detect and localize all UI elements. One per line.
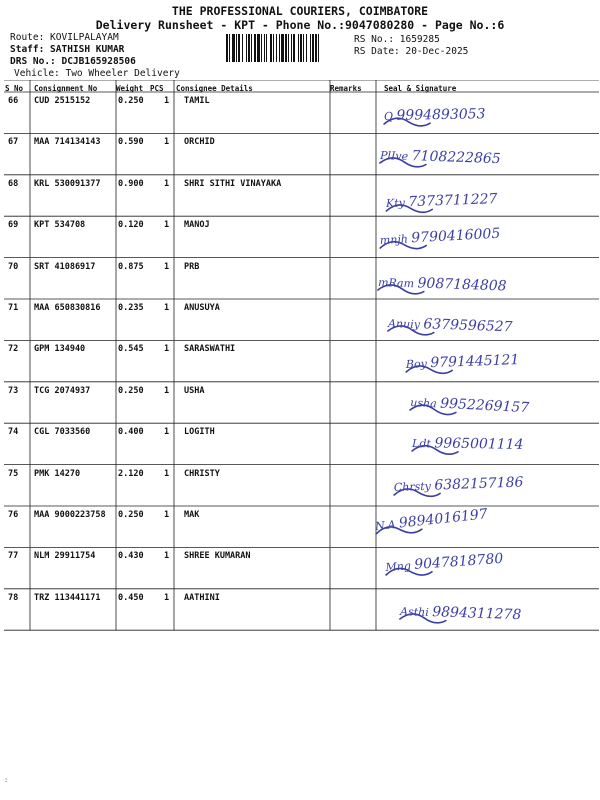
row-weight: 2.120 [118, 468, 144, 479]
row-consignment-no: KRL 530091377 [34, 178, 101, 189]
row-pcs: 1 [164, 468, 170, 479]
signature-number: 9952269157 [439, 395, 530, 417]
rs-number: RS No.: 1659285 [354, 34, 440, 45]
runsheet-subtitle: Delivery Runsheet - KPT - Phone No.:9047080280 - Page No.:6 [95, 18, 505, 32]
handwriting-ink [388, 309, 589, 346]
signature-number: 9994893053 [396, 106, 486, 124]
handwriting-ink [380, 143, 581, 180]
row-weight: 0.250 [118, 385, 144, 396]
row-pcs: 1 [164, 178, 170, 189]
row-pcs: 1 [164, 137, 170, 148]
signature-scribble: Kty [385, 196, 409, 210]
row-sno: 72 [8, 344, 19, 355]
handwriting-ink [412, 433, 600, 466]
signature-scribble: Mng [385, 559, 415, 575]
row-consignee: MAK [184, 510, 200, 520]
signature-scribble: Asthi [399, 604, 433, 619]
row-consignment-no: TCG 2074937 [34, 385, 91, 396]
row-consignment-no: CUD 2515152 [34, 96, 91, 106]
row-signature [377, 268, 578, 309]
row-weight: 0.235 [118, 303, 144, 313]
signature-number: 7108222865 [411, 148, 501, 168]
signature-phone-number [385, 191, 498, 211]
signature-phone-number [387, 315, 513, 335]
row-pcs: 1 [164, 510, 170, 520]
col-header-consignee: Consignee Details [176, 84, 253, 93]
signature-scribble: usha [410, 395, 441, 411]
row-pcs: 1 [164, 385, 170, 396]
signature-phone-number [384, 551, 504, 575]
row-weight: 0.250 [118, 96, 144, 106]
signature-number: 9790416005 [410, 225, 501, 247]
signature-scribble: Ldt [412, 437, 435, 451]
row-consignee: SARASWATHI [184, 344, 236, 355]
signature-scribble: Q [383, 109, 397, 123]
signature-scribble: PlIve [379, 149, 412, 164]
row-sno: 75 [8, 468, 19, 479]
row-consignee: MANOJ [184, 220, 210, 231]
signature-scribble: mnjh [379, 232, 412, 248]
signature-scribble: Boy [405, 357, 431, 372]
row-consignee: LOGITH [184, 427, 215, 438]
row-pcs: 1 [164, 96, 170, 106]
handwriting-ink [378, 268, 579, 305]
row-pcs: 1 [164, 344, 170, 355]
route-label: Route: KOVILPALAYAM [10, 32, 119, 43]
row-signature [405, 343, 600, 384]
signature-number: 6379596527 [423, 316, 513, 336]
row-weight: 0.250 [118, 510, 144, 520]
row-sno: 69 [8, 220, 19, 231]
row-pcs: 1 [164, 220, 170, 231]
vehicle-label: Vehicle: Two Wheeler Delivery [14, 68, 180, 79]
signature-scribble: Chrsty [393, 479, 435, 494]
signature-number: 6382157186 [434, 474, 524, 494]
signature-phone-number [379, 147, 501, 167]
row-sno: 67 [8, 137, 19, 148]
barcode-image [226, 34, 348, 62]
row-sno: 76 [8, 510, 19, 520]
row-pcs: 1 [164, 427, 170, 438]
row-weight: 0.590 [118, 137, 144, 148]
row-consignee: SHRI SITHI VINAYAKA [184, 178, 282, 189]
row-sno: 74 [8, 427, 19, 438]
drs-label: DRS No.: DCJB165928506 [10, 56, 136, 67]
signature-number: 9047818780 [413, 551, 504, 574]
handwriting-ink [405, 343, 600, 380]
signature-scribble: N.A [374, 517, 400, 533]
page-corner-mark: : [4, 776, 9, 784]
col-header-pcs: PCS [150, 84, 164, 93]
row-consignee: USHA [184, 385, 205, 396]
staff-label: Staff: SATHISH KUMAR [10, 44, 125, 55]
row-sno: 71 [8, 303, 19, 313]
row-weight: 0.430 [118, 551, 144, 562]
row-weight: 0.450 [118, 592, 144, 603]
row-pcs: 1 [164, 551, 170, 562]
row-weight: 0.875 [118, 261, 144, 272]
row-consignment-no: PMK 14270 [34, 468, 81, 479]
row-sno: 66 [8, 96, 19, 106]
signature-phone-number [378, 274, 507, 294]
signature-number: 9087184808 [417, 274, 507, 295]
signature-number: 9791445121 [430, 352, 520, 372]
row-consignee: SHREE KUMARAN [184, 551, 251, 562]
signature-number: 9894311278 [431, 603, 522, 624]
row-weight: 0.900 [118, 178, 144, 189]
row-consignee: CHRISTY [184, 468, 220, 479]
barcode-bar [319, 34, 321, 62]
row-sno: 70 [8, 261, 19, 272]
row-consignee: ORCHID [184, 137, 215, 148]
handwriting-ink [385, 178, 586, 215]
row-consignment-no: MAA 650830816 [34, 303, 101, 313]
signature-phone-number [394, 474, 524, 495]
signature-scribble: Anuiy [387, 317, 424, 332]
signature-phone-number [399, 603, 522, 623]
col-header-consignment: Consignment No [34, 84, 98, 93]
row-signature [384, 99, 585, 136]
signature-scribble: mRam [377, 275, 418, 290]
row-consignment-no: TRZ 113441171 [34, 592, 101, 603]
row-sno: 68 [8, 178, 19, 189]
row-signature [399, 599, 600, 640]
row-weight: 0.545 [118, 344, 144, 355]
signature-phone-number [405, 352, 520, 372]
row-consignment-no: SRT 41086917 [34, 261, 96, 272]
signature-phone-number [379, 226, 500, 248]
col-header-weight: Weight [116, 84, 144, 93]
row-consignment-no: NLM 29911754 [34, 551, 96, 562]
row-signature [412, 433, 600, 470]
row-consignee: ANUSUYA [184, 303, 220, 313]
signature-number: 9965001114 [434, 435, 524, 454]
col-header-signature: Seal & Signature [384, 84, 457, 93]
row-consignment-no: GPM 134940 [34, 344, 86, 355]
signature-number: 9894016197 [398, 506, 489, 532]
row-consignee: AATHINI [184, 592, 220, 603]
row-weight: 0.400 [118, 427, 144, 438]
row-consignment-no: MAA 714134143 [34, 137, 101, 148]
signature-phone-number [410, 394, 530, 416]
handwriting-ink [400, 599, 600, 636]
signature-phone-number [411, 435, 524, 453]
row-consignment-no: CGL 7033560 [34, 427, 91, 438]
row-consignee: PRB [184, 261, 200, 272]
row-consignment-no: MAA 9000223758 [34, 510, 106, 520]
row-signature [385, 178, 586, 219]
rs-date: RS Date: 20-Dec-2025 [354, 46, 469, 57]
row-sno: 77 [8, 551, 19, 562]
row-consignee: TAMIL [184, 96, 210, 106]
row-sno: 73 [8, 385, 19, 396]
col-header-remarks: Remarks [330, 84, 362, 93]
signature-phone-number [384, 106, 486, 124]
signature-number: 7373711227 [408, 190, 498, 211]
col-header-sno: S No [5, 84, 24, 93]
row-pcs: 1 [164, 592, 170, 603]
row-pcs: 1 [164, 261, 170, 272]
row-pcs: 1 [164, 303, 170, 313]
row-weight: 0.120 [118, 220, 144, 231]
handwriting-ink [384, 99, 584, 132]
row-sno: 78 [8, 592, 19, 603]
company-title: THE PROFESSIONAL COURIERS, COIMBATORE [171, 4, 429, 18]
row-consignment-no: KPT 534708 [34, 220, 86, 231]
